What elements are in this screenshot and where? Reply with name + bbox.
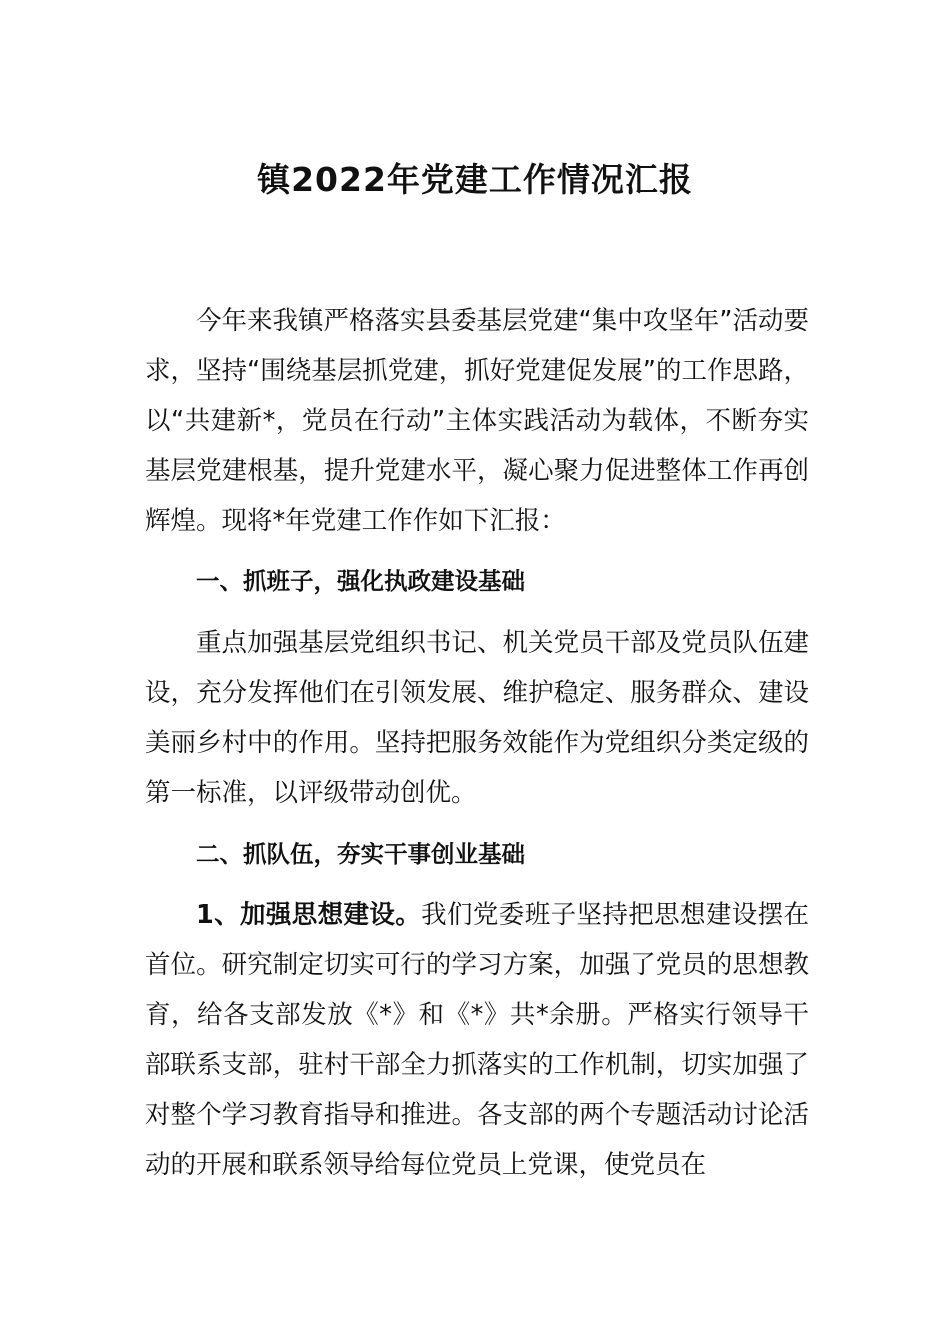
intro-paragraph: 今年来我镇严格落实县委基层党建“集中攻坚年”活动要求，坚持“围绕基层抓党建，抓好党建促发展”的工作思路，以“共建新*，党员在行动”主体实践活动为载体，不断夯实基层党建根基，提升党建水平，凝心聚力促进整体工作再创辉煌。现将*年党建工作作如下汇报： (145, 306, 809, 536)
section-2-heading: 二、抓队伍，夯实干事创业基础 (196, 840, 525, 868)
section-2-item-1-lead: 1、加强思想建设。 (196, 900, 422, 930)
section-1-heading: 一、抓班子，强化执政建设基础 (196, 567, 525, 595)
section-2-item-1-text: 我们党委班子坚持把思想建设摆在首位。研究制定切实可行的学习方案，加强了党员的思想教育，给各支部发放《*》和《*》共*余册。严格实行领导干部联系支部，驻村干部全力抓落实的工作机制，切实加强了对整个学习教育指导和推进。各支部的两个专题活动讨论活动的开展和联系领导给每位党员上党课，使党员在 (145, 900, 809, 1180)
section-2-item-1-paragraph (145, 890, 809, 1190)
document-title: 镇2022年党建工作情况汇报 (257, 160, 693, 199)
section-1-paragraph: 重点加强基层党组织书记、机关党员干部及党员队伍建设，充分发挥他们在引领发展、维护稳定、服务群众、建设美丽乡村中的作用。坚持把服务效能作为党组织分类定级的第一标准，以评级带动创优。 (145, 628, 809, 808)
